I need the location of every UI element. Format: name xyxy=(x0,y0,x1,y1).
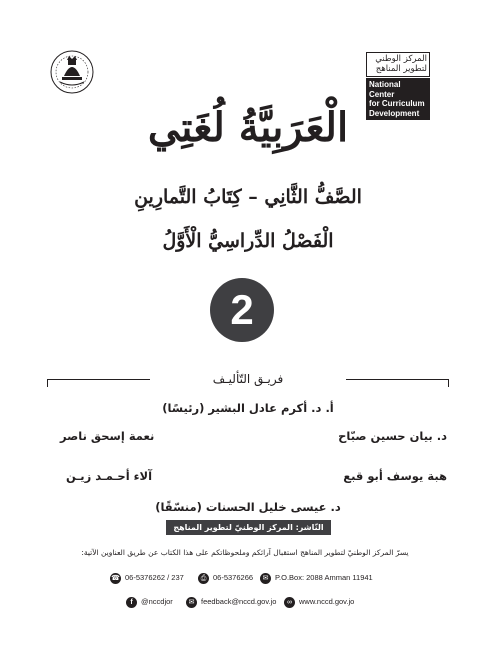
contact-email xyxy=(186,596,276,608)
contact-website xyxy=(284,596,354,608)
fax-number: 06-5376266 xyxy=(213,573,254,582)
website-url[interactable]: www.nccd.gov.jo xyxy=(299,597,355,606)
author-head: أ. د. أكرم عادل البشير (رئيسًا) xyxy=(162,401,334,415)
grade-book-subtitle: الصَّفُّ الثَّانِي – كِتَابُ التَّمارِينِ xyxy=(134,186,362,208)
phone-icon: ☎ xyxy=(111,574,120,582)
ministry-emblem xyxy=(48,46,96,106)
author-name: آلاء أحـمـد زيـن xyxy=(66,469,153,483)
ncc-arabic-line: المركز الوطني xyxy=(375,54,427,64)
ncc-english-line: National Center xyxy=(369,80,401,99)
semester-subtitle: الْفَصْلُ الدِّراسِيُّ الْأَوَّلُ xyxy=(162,230,334,252)
frame-left-edge xyxy=(47,379,48,387)
authoring-team-label: فريـق التّأليـف xyxy=(150,371,346,387)
contact-phone xyxy=(110,572,184,584)
grade-number-badge: 2 xyxy=(210,278,274,342)
feedback-note: يسرّ المركز الوطنيّ لتطوير المناهج استقبال آرائكم وملحوظاتكم على هذا الكتاب عن طريق العناوين الآتية: xyxy=(81,548,409,557)
phone-number: 06-5376262 / 237 xyxy=(125,573,184,582)
ncc-logo-arabic xyxy=(366,52,430,77)
ncc-english-line: Development xyxy=(369,108,420,118)
facebook-icon: f xyxy=(126,597,137,608)
jordan-ministry-emblem-icon xyxy=(48,46,96,106)
mail-icon: ✉ xyxy=(260,573,271,584)
ncc-english-line: for Curriculum xyxy=(369,99,425,108)
author-name: هبة يوسف أبو قبع xyxy=(343,469,447,483)
publisher-tag: النّاشر: المركز الوطنيّ لتطوير المناهج xyxy=(166,520,331,535)
fax-icon: ⎙ xyxy=(198,573,209,584)
author-name: د. بيان حسين صبّاح xyxy=(338,429,447,443)
author-name: نعمة إسحق ناصر xyxy=(60,429,155,443)
frame-right-edge xyxy=(448,379,449,387)
contact-pobox xyxy=(260,572,373,584)
email-icon: ✉ xyxy=(186,597,197,608)
contact-fax xyxy=(198,572,253,584)
author-coordinator: د. عيسى خليل الحسنات (منسّقًا) xyxy=(155,500,341,514)
contact-facebook xyxy=(126,596,173,608)
link-icon: ∞ xyxy=(284,597,295,608)
email-address[interactable]: feedback@nccd.gov.jo xyxy=(201,597,277,606)
ncc-arabic-line: لتطوير المناهج xyxy=(375,64,427,74)
pobox-address: P.O.Box: 2088 Amman 11941 xyxy=(275,573,373,582)
facebook-handle[interactable]: @nccdjor xyxy=(141,597,173,606)
book-title: الْعَرَبِيَّةُ لُغَتِي xyxy=(147,104,349,151)
